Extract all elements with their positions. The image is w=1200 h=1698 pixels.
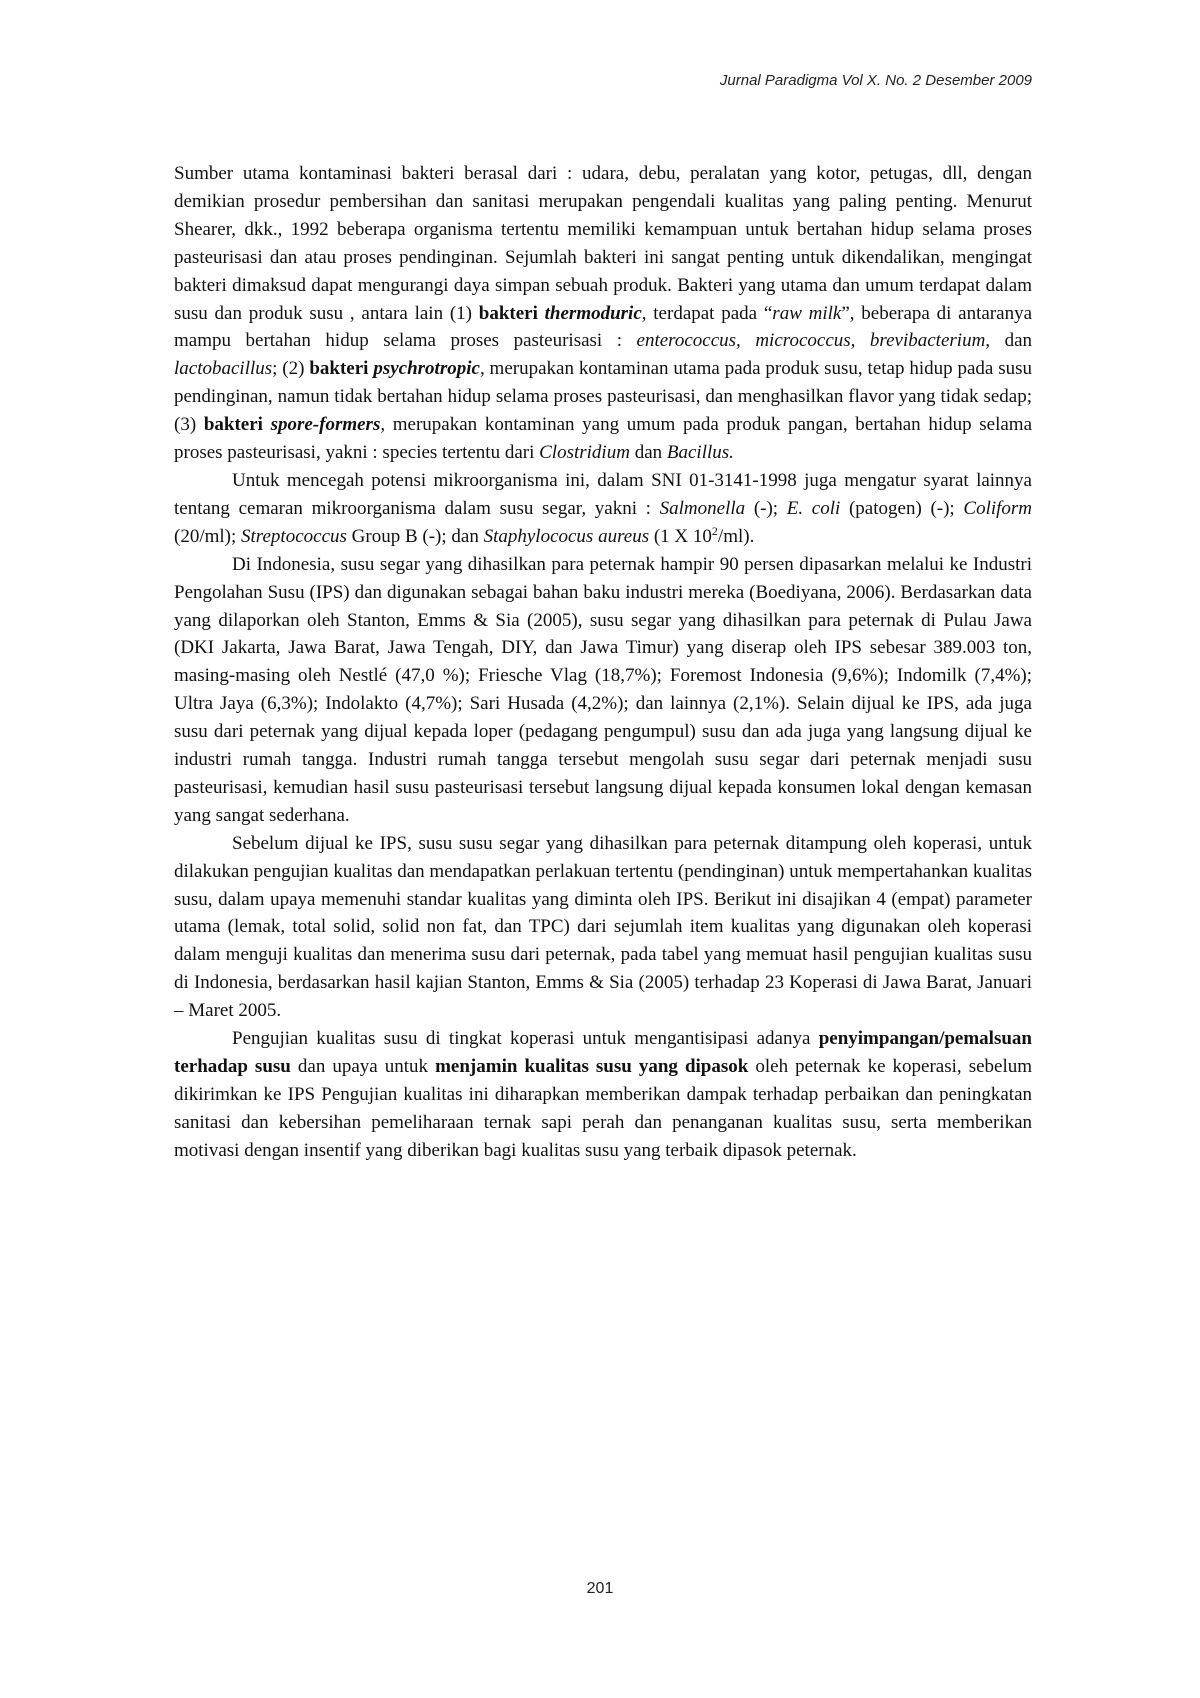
paragraph-cooperative-testing: Sebelum dijual ke IPS, susu susu segar yang dihasilkan para peternak ditampung oleh koperasi, untuk dilakukan pengujian kualitas dan mendapatkan perlakuan tertentu (pendinginan) untuk mempertahankan kualitas susu, dalam upaya memenuhi standar kualitas yang diminta oleh IPS. Berikut ini disajikan 4 (empat) parameter utama (lemak, total solid, solid non fat, dan TPC) dari sejumlah item kualitas yang digunakan oleh koperasi dalam menguji kualitas dan menerima susu dari peternak, pada tabel yang memuat hasil pengujian kualitas susu di Indonesia, berdasarkan hasil kajian Stanton, Emms & Sia (2005) terhadap 23 Koperasi di Jawa Barat, Januari – Maret 2005.	[174, 832, 1032, 1022]
paragraph-sni-standard: Untuk mencegah potensi mikroorganisma ini, dalam SNI 01-3141-1998 juga mengatur syarat lainnya tentang cemaran mikroorganisma dalam susu segar, yakni : Salmonella (-); E. coli (patogen) (-); Coliform (20/ml); Streptococcus Group B (-); dan Staphylococus aureus (1 X $10^2/ml$).	[174, 469, 1033, 547]
body-text	[174, 160, 1032, 1165]
paragraph-bacterial-contamination: Sumber utama kontaminasi bakteri berasal dari : udara, debu, peralatan yang kotor, petugas, dll, dengan demikian prosedur pembersihan dan sanitasi merupakan pengendali kualitas yang paling penting. Menurut Shearer, dkk., 1992 beberapa organisma tertentu memiliki kemampuan untuk bertahan hidup selama proses pasteurisasi dan atau proses pendinginan. Sejumlah bakteri ini sangat penting untuk dikendalikan, mengingat bakteri dimaksud dapat mengurangi daya simpan sebuah produk. Bakteri yang utama dan umum terdapat dalam susu dan produk susu , antara lain (1) bakteri thermoduric, terdapat pada “raw milk”, beberapa di antaranya mampu bertahan hidup selama proses pasteurisasi : enterococcus, micrococcus, brevibacterium, dan lactobacillus; (2) bakteri psychrotropic, merupakan kontaminan utama pada produk susu, tetap hidup pada susu pendinginan, namun tidak bertahan hidup selama proses pasteurisasi, dan menghasilkan flavor yang tidak sedap; (3) bakteri spore-formers, merupakan kontaminan yang umum pada produk pangan, bertahan hidup selama proses pasteurisasi, yakni : species tertentu dari Clostridium dan Bacillus.	[174, 163, 1033, 464]
paragraph-ips-distribution: Di Indonesia, susu segar yang dihasilkan para peternak hampir 90 persen dipasarkan melalui ke Industri Pengolahan Susu (IPS) dan digunakan sebagai bahan baku industri mereka (Boediyana, 2006). Berdasarkan data yang dilaporkan oleh Stanton, Emms & Sia (2005), susu segar yang dihasilkan para peternak di Pulau Jawa (DKI Jakarta, Jawa Barat, Jawa Tengah, DIY, dan Jawa Timur) yang diserap oleh IPS sebesar 389.003 ton, masing-masing oleh Nestlé (47,0 %); Friesche Vlag (18,7%); Foremost Indonesia (9,6%); Indomilk (7,4%); Ultra Jaya (6,3%); Indolakto (4,7%); Sari Husada (4,2%); dan lainnya (2,1%). Selain dijual ke IPS, ada juga susu dari peternak yang dijual kepada loper (pedagang pengumpul) susu dan ada juga yang langsung dijual ke industri rumah tangga. Industri rumah tangga tersebut mengolah susu segar dari peternak menjadi susu pasteurisasi, kemudian hasil susu pasteurisasi tersebut langsung dijual kepada konsumen lokal dengan kemasan yang sangat sederhana.	[174, 553, 1032, 826]
paragraph-quality-assurance: Pengujian kualitas susu di tingkat koperasi untuk mengantisipasi adanya penyimpangan/pemalsuan terhadap susu dan upaya untuk menjamin kualitas susu yang dipasok oleh peternak ke koperasi, sebelum dikirimkan ke IPS Pengujian kualitas ini diharapkan memberikan dampak terhadap perbaikan dan peningkatan sanitasi dan kebersihan pemeliharaan ternak sapi perah dan penanganan kualitas susu, serta memberikan motivasi dengan insentif yang diberikan bagi kualitas susu yang terbaik dipasok peternak.	[174, 1028, 1033, 1161]
page-number: 201	[586, 1580, 614, 1597]
running-header: Jurnal Paradigma Vol X. No. 2 Desember 2009	[719, 72, 1032, 89]
